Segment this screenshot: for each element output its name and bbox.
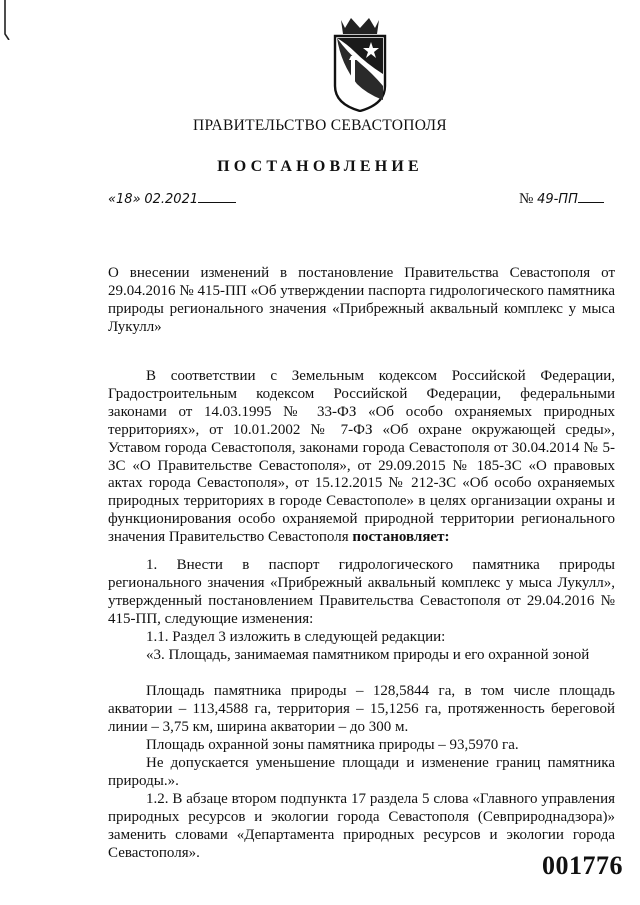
area-paragraph: Площадь памятника природы – 128,5844 га, в том числе площадь акватории – 113,4588 га, территория – 15,1256 га, протяженность береговой линии – 3,75 км, ширина акватории – до 300 м.: [108, 683, 615, 735]
document-type-title: ПОСТАНОВЛЕНИЕ: [217, 158, 423, 175]
item-1-2: 1.2. В абзаце втором подпункта 17 раздела 5 слова «Главного управления природных ресурсов и экологии города Севастополя (Севприроднадзора)» заменить словами «Департамента природных ресурсов и экологии города Севастополя».: [108, 791, 615, 861]
number-underline: [578, 190, 604, 203]
preamble-text: В соответствии с Земельным кодексом Российской Федерации, Градостроительным кодексом Российской Федерации, федеральными законами от 14.03.1995 № 33-ФЗ «Об особо охраняемых природных территориях», от 10.01.2002 № 7-ФЗ «Об охране окружающей среды», Уставом города Севастополя, законами города Севастополя от 30.04.2014 № 5-ЗС «О Правительстве Севастополя», от 29.09.2015 № 185-ЗС «О правовых актах города Севастополя», от 15.12.2015 № 212-ЗС «Об особо охраняемых природных территориях в городе Севастополе» в целях организации охраны и функционирования особо охраняемой природной территории регионального значения Правительство Севастополя: [108, 368, 615, 546]
item-1: 1. Внести в паспорт гидрологического памятника природы регионального значения «Прибрежный аквальный комплекс у мыса Лукулл», утвержденный постановлением Правительства Севастополя от 29.04.2016 № 415-ПП, следующие изменения:: [108, 557, 615, 627]
buffer-zone-paragraph: Площадь охранной зоны памятника природы – 93,5970 га.: [146, 737, 519, 753]
form-serial-number: 001776: [542, 851, 623, 880]
margin-mark: [3, 0, 15, 40]
number-sign: №: [519, 191, 534, 207]
item-1-1: 1.1. Раздел 3 изложить в следующей редакции:: [146, 629, 446, 645]
preamble: [108, 368, 615, 547]
decree-number: [519, 190, 604, 208]
section-3-heading: «3. Площадь, занимаемая памятником природы и его охранной зоной: [146, 647, 590, 663]
decree-word: постановляет:: [352, 529, 450, 546]
government-title: ПРАВИТЕЛЬСТВО СЕВАСТОПОЛЯ: [193, 117, 447, 134]
date-underline: [198, 190, 236, 203]
date-month-year: 02.2021: [144, 192, 199, 207]
date-day: 18: [116, 192, 133, 207]
date-open-quote: «: [108, 192, 117, 207]
number-value: 49-ПП: [537, 192, 578, 207]
decree-subject: О внесении изменений в постановление Правительства Севастополя от 29.04.2016 № 415-ПП «Об утверждении паспорта гидрологического памятника природы регионального значения «Прибрежный аквальный комплекс у мыса Лукулл»: [108, 265, 615, 335]
non-reduction-paragraph: Не допускается уменьшение площади и изменение границ памятника природы.».: [108, 755, 615, 789]
sevastopol-coat-of-arms-icon: [327, 14, 393, 112]
decree-date: [108, 190, 236, 208]
date-close-quote: »: [132, 192, 141, 207]
